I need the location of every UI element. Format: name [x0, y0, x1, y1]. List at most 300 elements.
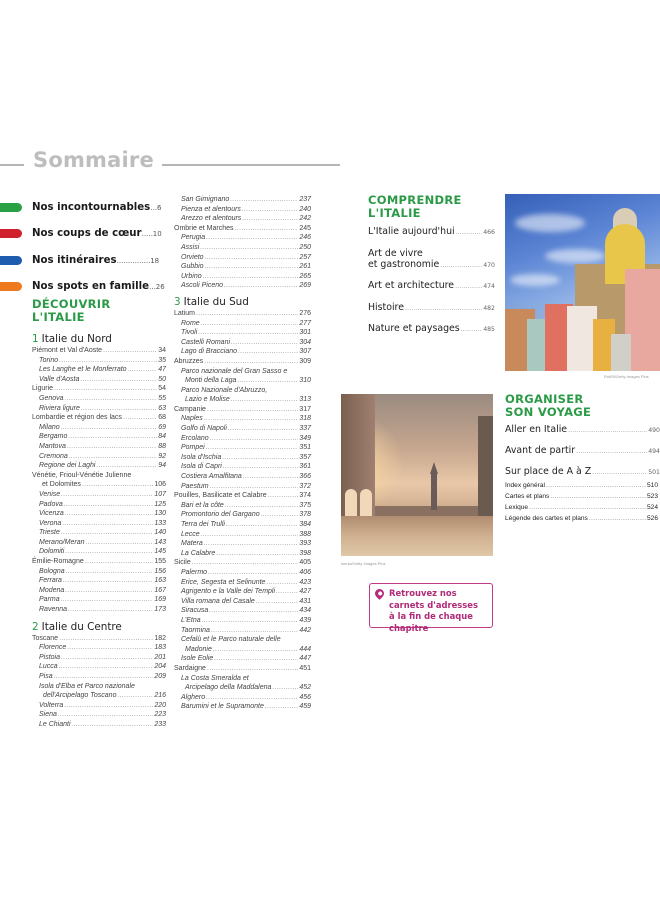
- entry-label: Tivoli: [181, 329, 198, 337]
- toc-entry-parco-nazionale-d-abruzzo[interactable]: [174, 386, 311, 396]
- entry-label: Lucca: [39, 663, 58, 671]
- entry-label: Isole Eolie: [181, 655, 214, 663]
- entry-label: Arcipelago della Maddalena: [185, 684, 272, 692]
- page-number: 309: [299, 357, 311, 365]
- page-number: 47: [158, 366, 166, 374]
- toc-entry-pienza-et-alentours[interactable]: [174, 205, 311, 215]
- page-number: 130: [154, 510, 166, 518]
- toc-entry-volterra[interactable]: [32, 701, 166, 711]
- page-number: 388: [299, 530, 311, 538]
- toc-entry-villa-romana-del-casale[interactable]: [174, 597, 311, 607]
- entry-label: Lexique: [505, 504, 529, 511]
- entry-label: Toscane: [32, 634, 59, 642]
- toc-entry-bari-et-la-cote[interactable]: [174, 501, 311, 511]
- entry-label: Alghero: [181, 693, 206, 701]
- toc-entry-alghero[interactable]: [174, 693, 311, 703]
- entry-label: et Dolomites: [42, 481, 81, 489]
- toc-entry-palermo[interactable]: [174, 568, 311, 578]
- page-number: 490: [648, 427, 660, 434]
- dot-leader: [59, 634, 153, 644]
- toc-entry-cartes-plans[interactable]: [505, 491, 658, 502]
- toc-entry-siracusa[interactable]: [174, 606, 311, 616]
- page-number: 301: [299, 329, 311, 337]
- title-rule-left: [0, 164, 24, 166]
- page-number: 84: [158, 433, 166, 441]
- toc-entry-perugia[interactable]: [174, 233, 311, 243]
- toc-entry-padova[interactable]: [32, 500, 166, 510]
- page-number: 55: [158, 394, 166, 402]
- page-number: 63: [158, 404, 166, 412]
- page-number: 94: [158, 462, 166, 470]
- page-number: 431: [299, 597, 311, 605]
- quick-link-label: Nos incontournables: [32, 201, 151, 213]
- toc-entry-matera[interactable]: [174, 539, 311, 549]
- toc-entry-abruzzes[interactable]: [174, 357, 311, 367]
- toc-entry-et-dolomites[interactable]: [32, 480, 166, 490]
- toc-entry-paestum[interactable]: [174, 482, 311, 492]
- page-number: 107: [154, 490, 166, 498]
- toc-entry-la-calabre[interactable]: [174, 549, 311, 559]
- toc-entry-pompei[interactable]: [174, 443, 311, 453]
- region-heading-centre: [32, 621, 166, 633]
- page-number: 163: [154, 577, 166, 585]
- dot-leader: [198, 328, 298, 338]
- dot-leader: [210, 434, 299, 444]
- entry-label: Siracusa: [181, 607, 209, 615]
- entry-label: Modena: [39, 586, 65, 594]
- entry-label: Castelli Romani: [181, 338, 231, 346]
- page-number: 423: [299, 578, 311, 586]
- page-number: 456: [299, 693, 311, 701]
- region-number: 1: [32, 333, 39, 345]
- toc-entry-venetie-frioul-venetie-julienne[interactable]: [32, 471, 166, 481]
- entry-label: Lago di Bracciano: [181, 348, 238, 356]
- toc-entry-avant-de-partir[interactable]: [505, 445, 660, 457]
- dot-leader: [61, 423, 158, 433]
- dot-leader: [65, 509, 154, 519]
- page-number: 466: [483, 229, 495, 236]
- toc-entry-castelli-romani[interactable]: [174, 338, 311, 348]
- dot-leader: [202, 616, 299, 626]
- entry-label: Costiera Amalfitana: [181, 473, 242, 481]
- toc-entry-lexique[interactable]: [505, 502, 658, 513]
- entry-label: Ligurie: [32, 385, 54, 393]
- entry-label: Pompei: [181, 444, 205, 452]
- toc-entry-dell-arcipelago-toscano[interactable]: [32, 691, 166, 701]
- entry-label: Ercolano: [181, 434, 209, 442]
- toc-entry-urbino[interactable]: [174, 272, 311, 282]
- entry-label: Terra dei Trulli: [181, 521, 225, 528]
- dot-leader: [82, 480, 153, 490]
- page-number: 485: [483, 326, 495, 333]
- page-number: 384: [299, 521, 311, 528]
- entry-label: Vicenza: [39, 510, 64, 518]
- toc-entry-venise[interactable]: [32, 490, 166, 500]
- toc-entry-costiera-amalfitana[interactable]: [174, 472, 311, 482]
- entry-label: Monti della Laga: [185, 377, 237, 385]
- dot-leader: [268, 491, 299, 501]
- toc-entry-sicile[interactable]: [174, 558, 311, 568]
- page-number: 34: [158, 347, 166, 354]
- dot-leader: [265, 702, 298, 712]
- dot-leader: [67, 442, 157, 452]
- entry-label: Golfo di Napoli: [181, 425, 227, 433]
- toc-entry-agrigento-e-la-valle-dei-templi[interactable]: [174, 587, 311, 597]
- page-number: 233: [154, 720, 166, 728]
- page-number: 523: [646, 493, 658, 500]
- toc-entry-assisi[interactable]: [174, 243, 311, 253]
- dot-leader: [213, 645, 298, 655]
- entry-label: Index général: [505, 482, 545, 489]
- dot-leader: [86, 538, 154, 548]
- toc-entry-verona[interactable]: [32, 519, 166, 529]
- toc-entry-mantova[interactable]: [32, 442, 166, 452]
- title-rule-right: [162, 164, 340, 166]
- heading-line: COMPRENDRE: [368, 193, 462, 207]
- page-number: 474: [483, 283, 495, 290]
- page-number: 68: [158, 414, 166, 422]
- page-number: 133: [154, 519, 166, 527]
- toc-entry-regione-dei-laghi[interactable]: [32, 461, 166, 471]
- toc-entry-vicenza[interactable]: [32, 509, 166, 519]
- toc-entry-monti-della-laga[interactable]: [174, 376, 311, 386]
- dot-leader: [228, 424, 298, 434]
- toc-entry-san-gimignano[interactable]: [174, 195, 311, 205]
- toc-entry-gubbio[interactable]: [174, 262, 311, 272]
- toc-entry-index-general[interactable]: [505, 480, 658, 491]
- toc-entry-pouilles-basilicate-et-calabre[interactable]: [174, 491, 311, 501]
- toc-entry-merano-meran[interactable]: [32, 538, 166, 548]
- toc-entry-valle-d-aosta[interactable]: [32, 375, 166, 385]
- toc-entry-tivoli[interactable]: [174, 328, 311, 338]
- page-number: 242: [299, 215, 311, 223]
- quick-link-incontournables[interactable]: Nos incontournables...6: [0, 194, 165, 221]
- entry-label: Ascoli Piceno: [181, 282, 224, 290]
- dot-leader: [256, 597, 299, 607]
- region-name: Italie du Sud: [183, 295, 249, 308]
- dot-leader: [61, 528, 153, 538]
- page-number: 357: [299, 453, 311, 461]
- dot-leader: [63, 576, 153, 586]
- page-number: 246: [299, 234, 311, 242]
- toc-entry-isole-eolie[interactable]: [174, 654, 311, 664]
- page-number: 351: [299, 444, 311, 452]
- entry-label: Valle d'Aosta: [39, 375, 80, 383]
- dot-leader: [242, 214, 298, 224]
- dot-leader: [61, 653, 153, 663]
- quick-link-itineraires[interactable]: Nos itinéraires...............18: [0, 247, 165, 274]
- heading-line: ORGANISER: [505, 392, 584, 406]
- page-number: 204: [154, 663, 166, 671]
- quick-link-label: Nos itinéraires: [32, 254, 117, 266]
- toc-column-2: [174, 195, 311, 712]
- entry-label: Madonie: [185, 645, 212, 653]
- dot-leader: [204, 414, 299, 424]
- entry-label: Lombardie et région des lacs: [32, 414, 122, 422]
- toc-entry-art-de-vivre[interactable]: [368, 248, 495, 271]
- entry-label: Bologna: [39, 567, 65, 575]
- dot-leader: [67, 643, 153, 653]
- dot-leader: [206, 233, 298, 243]
- photo-credit: Iseula/Getty Images Plus: [341, 561, 386, 566]
- toc-entry-torino[interactable]: [32, 356, 166, 366]
- page-number: 372: [299, 482, 311, 490]
- page-number: 173: [154, 606, 166, 614]
- toc-entry-ravenna[interactable]: [32, 605, 166, 615]
- toc-entry-pisa[interactable]: [32, 672, 166, 682]
- toc-entry-pistoia[interactable]: [32, 653, 166, 663]
- entry-label: Gubbio: [181, 263, 204, 271]
- entry-label: Milano: [39, 423, 60, 431]
- toc-entry-campanie[interactable]: [174, 405, 311, 415]
- page-number: 155: [154, 558, 166, 566]
- toc-entry-isola-di-capri[interactable]: [174, 462, 311, 472]
- region-heading-sud: [174, 296, 311, 308]
- page-number: 482: [483, 304, 495, 312]
- dot-leader: [225, 501, 299, 511]
- page-number: 140: [154, 529, 166, 537]
- toc-entry-toscane[interactable]: [32, 634, 166, 644]
- toc-entry-parma[interactable]: [32, 595, 166, 605]
- toc-entry-ascoli-piceno[interactable]: [174, 281, 311, 291]
- toc-column-1: [32, 298, 166, 730]
- toc-entry-erice-segesta-et-selinunte[interactable]: [174, 578, 311, 588]
- toc-entry-lago-di-bracciano[interactable]: [174, 347, 311, 357]
- dot-leader: [103, 346, 157, 356]
- toc-entry-aller-en-italie[interactable]: [505, 424, 660, 436]
- entry-label: Pistoia: [39, 653, 61, 661]
- page-number: 18: [150, 256, 160, 265]
- page-number: 54: [158, 385, 166, 393]
- region-number: 3: [174, 295, 181, 308]
- entry-label: Bergamo: [39, 433, 68, 441]
- page-number: 145: [154, 548, 166, 556]
- toc-entry-ombrie-et-marches[interactable]: [174, 224, 311, 234]
- toc-entry-lazio-e-molise[interactable]: [174, 395, 311, 405]
- toc-entry-legende[interactable]: [505, 513, 658, 524]
- page-number: 447: [299, 655, 311, 663]
- region-name: Italie du Nord: [41, 333, 112, 345]
- toc-entry-cremona[interactable]: [32, 452, 166, 462]
- dot-leader: [54, 384, 157, 394]
- page-number: 398: [299, 549, 311, 557]
- map-pin-icon: [373, 587, 386, 600]
- toc-entry-isola-d-elba-et-parco-nazionale[interactable]: [32, 682, 166, 692]
- page-number: 88: [158, 442, 166, 450]
- entry-label: Mantova: [39, 442, 66, 450]
- toc-entry-florence[interactable]: [32, 643, 166, 653]
- toc-entry-modena[interactable]: [32, 586, 166, 596]
- page-number: 494: [648, 448, 660, 455]
- toc-entry-histoire[interactable]: [368, 302, 495, 314]
- dot-leader: [201, 530, 299, 540]
- dot-leader: [231, 338, 298, 348]
- toc-entry-lombardie-et-region-des-lacs[interactable]: [32, 413, 166, 423]
- dot-leader: [261, 510, 299, 520]
- entry-label: Dolomiti: [39, 548, 65, 556]
- dot-leader: [192, 558, 299, 568]
- page-number: 313: [299, 396, 311, 404]
- page-number: 156: [154, 567, 166, 575]
- quick-link-coups-de-coeur[interactable]: Nos coups de cœur.....10: [0, 221, 165, 248]
- section-heading-organize: [505, 393, 660, 418]
- entry-label: Parco Nazionale d'Abruzzo,: [181, 386, 268, 394]
- dot-leader: [222, 453, 298, 463]
- entry-label: San Gimignano: [181, 196, 230, 203]
- page-number: 510: [646, 482, 658, 489]
- toc-entry-golfo-di-napoli[interactable]: [174, 424, 311, 434]
- toc-list-centre-continued: [174, 195, 311, 291]
- entry-label: Cremona: [39, 452, 68, 460]
- toc-entry-parco-nazionale-del-gran-sasso-e[interactable]: [174, 367, 311, 377]
- page-number: 201: [154, 653, 166, 661]
- page-number: 69: [158, 423, 166, 431]
- entry-label: Latium: [174, 309, 196, 317]
- page-number: 375: [299, 501, 311, 509]
- dot-leader: [243, 472, 298, 482]
- entry-label: Palermo: [181, 568, 208, 576]
- entry-label: Paestum: [181, 482, 209, 490]
- entry-label: Le Chianti: [39, 720, 71, 728]
- toc-entry-piemont-et-val-d-aoste[interactable]: [32, 346, 166, 356]
- entry-label: dell'Arcipelago Toscano: [43, 692, 117, 700]
- page-number: 216: [154, 692, 166, 700]
- page-number: 125: [154, 500, 166, 508]
- toc-entry-genova[interactable]: [32, 394, 166, 404]
- page-number: 439: [299, 616, 311, 624]
- entry-label: Villa romana del Casale: [181, 597, 255, 605]
- entry-label: Regione dei Laghi: [39, 462, 96, 470]
- toc-entry-terra-dei-trulli[interactable]: [174, 520, 311, 530]
- page-number: 265: [299, 272, 311, 280]
- toc-entry-siena[interactable]: [32, 710, 166, 720]
- page-number: 444: [299, 645, 311, 653]
- entry-label: Naples: [181, 415, 203, 423]
- quick-links: [0, 194, 165, 300]
- entry-label: Siena: [39, 711, 57, 719]
- toc-entry-ligurie[interactable]: [32, 384, 166, 394]
- page-number: 169: [154, 596, 166, 604]
- entry-label: Venise: [39, 490, 61, 498]
- toc-entry-orvieto[interactable]: [174, 253, 311, 263]
- toc-entry-sur-place[interactable]: [505, 466, 660, 478]
- heading-line: SON VOYAGE: [505, 404, 592, 419]
- dot-leader: [205, 262, 299, 272]
- entry-label: Promontorio del Gargano: [181, 511, 260, 519]
- toc-entry-l-etna[interactable]: [174, 616, 311, 626]
- dot-leader: [68, 605, 153, 615]
- page-number: 277: [299, 319, 311, 327]
- toc-entry-les-langhe-et-le-monferrato[interactable]: [32, 365, 166, 375]
- entry-label: Cefalù et le Parco naturale delle: [181, 636, 281, 644]
- toc-entry-nature-paysages[interactable]: [368, 323, 495, 335]
- entry-label: Isola di Capri: [181, 463, 222, 471]
- entry-label: Agrigento e la Valle dei Templi: [181, 588, 276, 596]
- quick-link-label: Nos spots en famille: [32, 281, 149, 293]
- entry-label: Genova: [39, 394, 64, 402]
- page-number: 317: [299, 405, 311, 413]
- entry-label: Légende des cartes et plans: [505, 515, 588, 522]
- toc-entry-le-chianti[interactable]: [32, 720, 166, 730]
- toc-entry-arezzo-et-alentours[interactable]: [174, 214, 311, 224]
- dot-leader: [72, 720, 154, 730]
- dot-leader: [206, 693, 298, 703]
- toc-entry-ferrara[interactable]: [32, 576, 166, 586]
- entry-label: Bari et la côte: [181, 501, 224, 509]
- toc-entry-cefalu-et-le-parco-naturale-delle[interactable]: [174, 635, 311, 645]
- toc-entry-latium[interactable]: [174, 309, 311, 319]
- page-number: 250: [299, 243, 311, 251]
- toc-entry-lucca[interactable]: [32, 662, 166, 672]
- section-heading-understand: [368, 194, 495, 219]
- dot-leader: [276, 587, 298, 597]
- entry-label: Cartes et plans: [505, 493, 550, 500]
- toc-entry-promontorio-del-gargano[interactable]: [174, 510, 311, 520]
- toc-entry-isola-d-ischia[interactable]: [174, 453, 311, 463]
- color-bar-green: [0, 203, 22, 212]
- toc-entry-lecce[interactable]: [174, 530, 311, 540]
- page-number: 361: [299, 463, 311, 471]
- toc-entry-bergamo[interactable]: [32, 432, 166, 442]
- toc-entry-dolomiti[interactable]: [32, 547, 166, 557]
- dot-leader: [64, 701, 153, 711]
- page-title: Sommaire: [33, 148, 154, 172]
- toc-entry-sardaigne[interactable]: [174, 664, 311, 674]
- toc-entry-madonie[interactable]: [174, 645, 311, 655]
- photo-credit: RolfSt/Getty Images Plus: [604, 374, 649, 379]
- quick-link-spots-en-famille[interactable]: Nos spots en famille...26: [0, 274, 165, 301]
- toc-entry-la-costa-smeralda-et[interactable]: [174, 674, 311, 684]
- dot-leader: [64, 500, 154, 510]
- toc-entry-ercolano[interactable]: [174, 434, 311, 444]
- callout-text: Retrouvez nos carnets d'adresses à la fin de chaque chapitre: [389, 588, 478, 633]
- page-number: 318: [299, 415, 311, 423]
- page-number: 405: [299, 559, 311, 567]
- page-number: 223: [154, 711, 166, 719]
- dot-leader: [80, 375, 157, 385]
- toc-entry-trieste[interactable]: [32, 528, 166, 538]
- entry-label: Matera: [181, 540, 203, 548]
- page-number: 304: [299, 338, 311, 346]
- entry-label: Barumini et le Supramonte: [181, 703, 264, 711]
- dot-leader: [216, 549, 298, 559]
- color-bar-blue: [0, 256, 22, 265]
- entry-label: Merano/Meran: [39, 538, 85, 546]
- toc-entry-riviera-ligure[interactable]: [32, 404, 166, 414]
- page-number: 307: [299, 348, 311, 356]
- entry-label: La Costa Smeralda et: [181, 674, 249, 682]
- page-number: 26: [155, 283, 165, 292]
- toc-entry-naples[interactable]: [174, 414, 311, 424]
- entry-label-line1: Art de vivre: [368, 247, 423, 259]
- toc-entry-taormina[interactable]: [174, 626, 311, 636]
- dot-leader: [196, 309, 298, 319]
- index-list: [505, 480, 658, 524]
- toc-entry-italie-aujourdhui[interactable]: [368, 226, 495, 238]
- toc-entry-rome[interactable]: [174, 319, 311, 329]
- entry-label: Arezzo et alentours: [181, 215, 242, 223]
- toc-entry-art-architecture[interactable]: [368, 280, 495, 292]
- toc-entry-milano[interactable]: [32, 423, 166, 433]
- toc-entry-bologna[interactable]: [32, 567, 166, 577]
- toc-entry-emilie-romagne[interactable]: [32, 557, 166, 567]
- toc-entry-arcipelago-della-maddalena[interactable]: [174, 683, 311, 693]
- dot-leader: [224, 281, 298, 291]
- dot-leader: [54, 672, 154, 682]
- toc-entry-barumini-et-le-supramonte[interactable]: [174, 702, 311, 712]
- page-number: 245: [299, 224, 311, 232]
- entry-label: Nature et paysages: [368, 323, 460, 334]
